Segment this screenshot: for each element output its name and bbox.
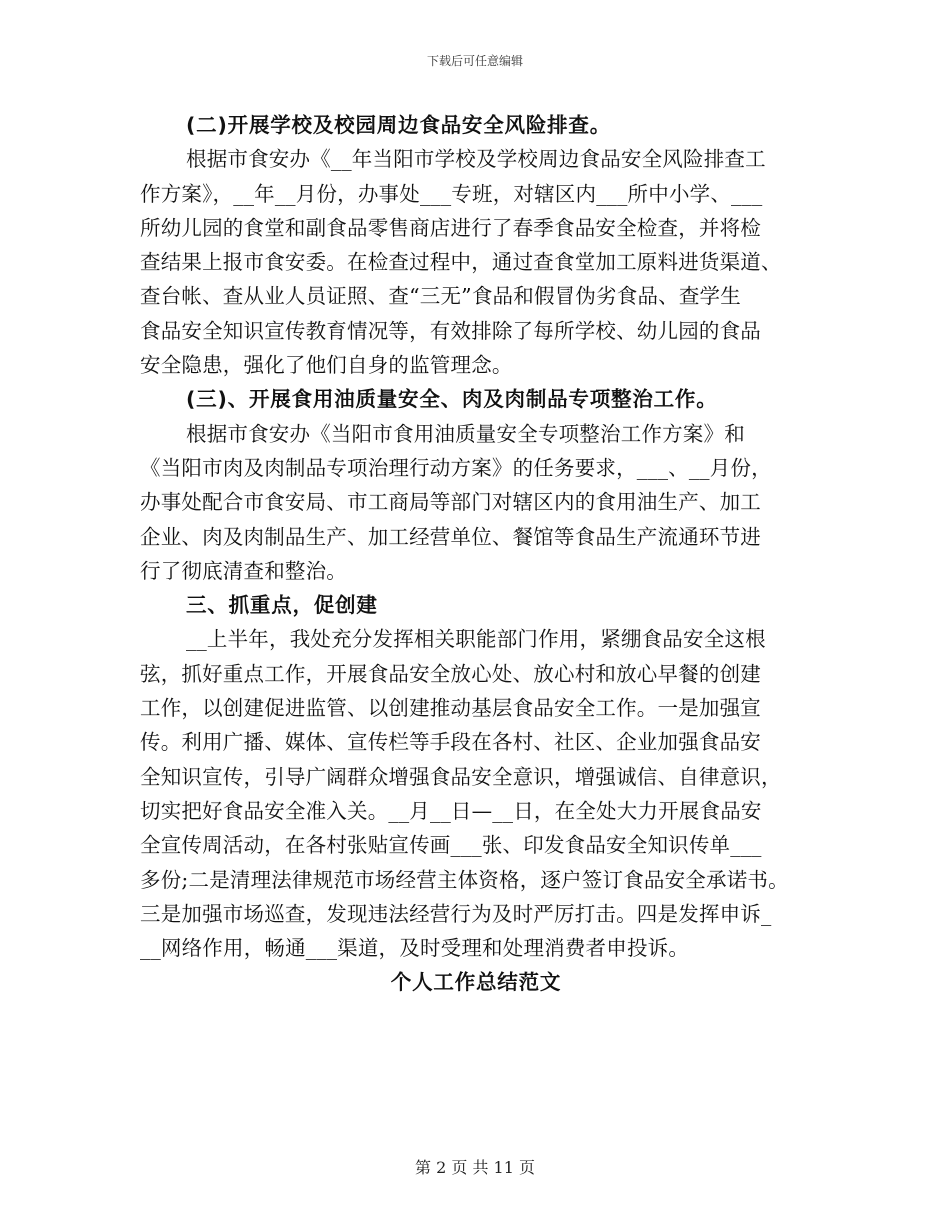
paragraph-line: 查台帐、查从业人员证照、查“三无”食品和假冒伪劣食品、查学生 <box>140 284 741 309</box>
section-heading: 三、抓重点，促创建 <box>186 593 378 618</box>
paragraph-line: 传。利用广播、媒体、宣传栏等手段在各村、社区、企业加强食品安 <box>140 730 761 755</box>
paragraph-line: 弦，抓好重点工作，开展食品安全放心处、放心村和放心早餐的创建 <box>140 661 761 686</box>
paragraph-line: 根据市食安办《当阳市食用油质量安全专项整治工作方案》和 <box>186 421 745 446</box>
paragraph-line: 企业、肉及肉制品生产、加工经营单位、餐馆等食品生产流通环节进 <box>140 524 761 549</box>
paragraph-line: 食品安全知识宣传教育情况等，有效排除了每所学校、幼儿园的食品 <box>140 318 761 343</box>
document-body <box>140 108 812 1000</box>
paragraph-line: 切实把好食品安全准入关。__月__日—__日，在全处大力开展食品安 <box>140 798 762 823</box>
paragraph-line: 工作，以创建促进监管、以创建推动基层食品安全工作。一是加强宣 <box>140 696 761 721</box>
paragraph-line: 根据市食安办《__年当阳市学校及学校周边食品安全风险排查工 <box>186 147 766 172</box>
paragraph-line: 所幼儿园的食堂和副食品零售商店进行了春季食品安全检查，并将检 <box>140 215 761 240</box>
paragraph-line: 三是加强市场巡查，发现违法经营行为及时严厉打击。四是发挥申诉_ <box>140 901 772 926</box>
paragraph-line: 全知识宣传，引导广阔群众增强食品安全意识，增强诚信、自律意识， <box>140 764 782 789</box>
page-header: 下载后可任意编辑 <box>426 54 523 68</box>
page-number: 第 2 页 共 11 页 <box>415 1158 535 1177</box>
paragraph-line: __网络作用，畅通___渠道，及时受理和处理消费者申投诉。 <box>140 936 690 961</box>
paragraph-line: __上半年，我处充分发挥相关职能部门作用，紧绷食品安全这根 <box>186 627 766 652</box>
paragraph-line: 全宣传周活动，在各村张贴宣传画___张、印发食品安全知识传单___ <box>140 833 762 858</box>
paragraph-line: 作方案》，__年__月份，办事处___专班，对辖区内___所中小学、___ <box>140 181 763 206</box>
section-heading: (二)开展学校及校园周边食品安全风险排查。 <box>186 113 612 137</box>
paragraph-line: 《当阳市肉及肉制品专项治理行动方案》的任务要求，___、__月份， <box>140 455 772 480</box>
paragraph-line: 办事处配合市食安局、市工商局等部门对辖区内的食用油生产、加工 <box>140 490 761 515</box>
paragraph-line: 多份;二是清理法律规范市场经营主体资格，逐户签订食品安全承诺书。 <box>140 867 789 892</box>
paragraph-line: 安全隐患，强化了他们自身的监管理念。 <box>140 353 513 378</box>
section-heading: (三)、开展食用油质量安全、肉及肉制品专项整治工作。 <box>186 387 718 412</box>
paragraph-line: 查结果上报市食安委。在检查过程中，通过查食堂加工原料进货渠道、 <box>140 250 782 275</box>
paragraph-line: 行了彻底清查和整治。 <box>140 558 347 583</box>
next-document-title: 个人工作总结范文 <box>390 970 562 995</box>
